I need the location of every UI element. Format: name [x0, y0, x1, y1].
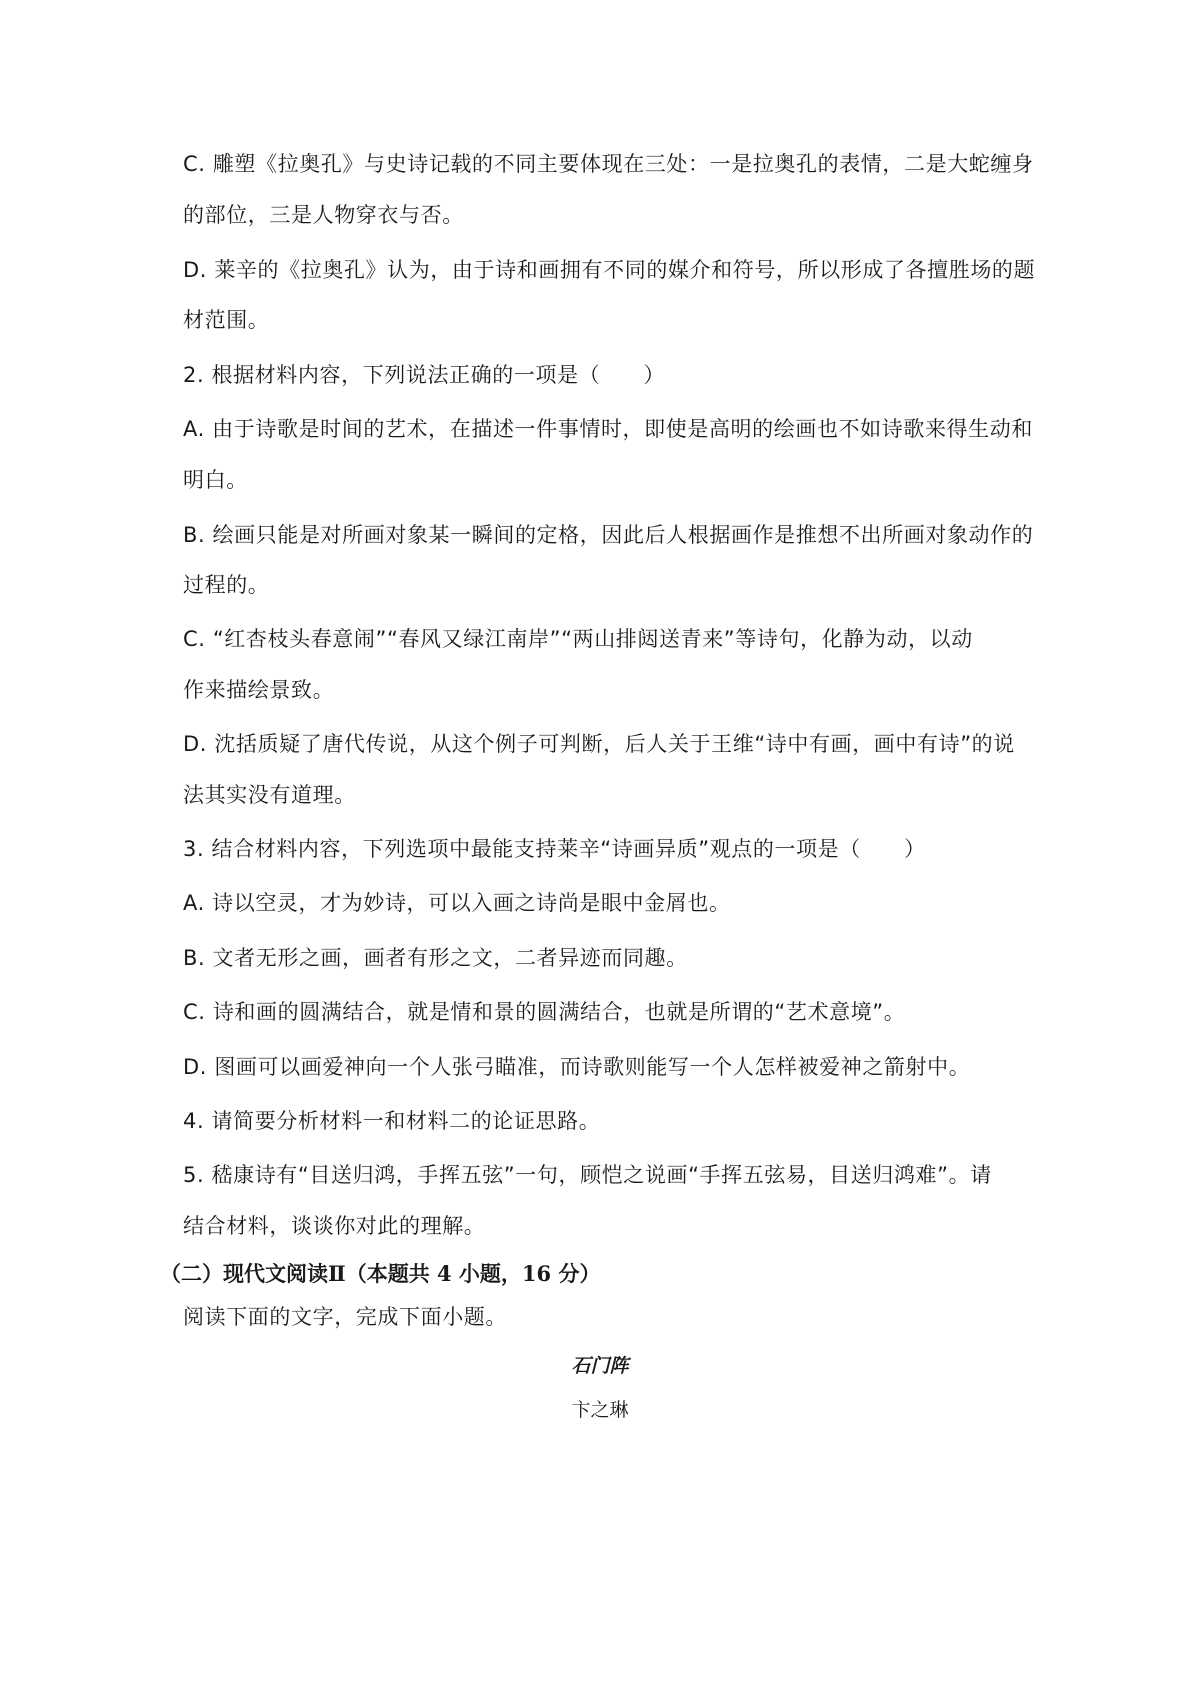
- q2-option-b-line2: 过程的。: [183, 573, 270, 597]
- q2-option-c-line1: C. “红杏枝头春意闹”“春风又绿江南岸”“两山排闼送青来”等诗句，化静为动，以动: [183, 627, 973, 651]
- q3-option-d: D. 图画可以画爱神向一个人张弓瞄准，而诗歌则能写一个人怎样被爱神之箭射中。: [183, 1055, 971, 1079]
- section-heading: （二）现代文阅读Ⅱ（本题共 4 小题，16 分）: [160, 1261, 601, 1286]
- q1-option-d-line1: D. 莱辛的《拉奥孔》认为，由于诗和画拥有不同的媒介和符号，所以形成了各擅胜场的题: [183, 258, 1036, 282]
- q3-option-b: B. 文者无形之画，画者有形之文，二者异迹而同趣。: [183, 946, 688, 970]
- q2-option-c-line2: 作来描绘景致。: [183, 678, 335, 702]
- q2-option-b-line1: B. 绘画只能是对所画对象某一瞬间的定格，因此后人根据画作是推想不出所画对象动作的: [183, 523, 1034, 547]
- q4-stem: 4. 请简要分析材料一和材料二的论证思路。: [183, 1109, 601, 1133]
- passage-title: 石门阵: [571, 1355, 629, 1377]
- q5-line1: 5. 嵇康诗有“目送归鸿，手挥五弦”一句，顾恺之说画“手挥五弦易，目送归鸿难”。请: [183, 1163, 992, 1187]
- q2-option-d-line1: D. 沈括质疑了唐代传说，从这个例子可判断，后人关于王维“诗中有画，画中有诗”的说: [183, 732, 1015, 756]
- q3-stem: 3. 结合材料内容，下列选项中最能支持莱辛“诗画异质”观点的一项是（ ）: [183, 837, 926, 861]
- q5-line2: 结合材料，谈谈你对此的理解。: [183, 1214, 486, 1238]
- q1-option-d-line2: 材范围。: [183, 308, 270, 332]
- q3-option-c: C. 诗和画的圆满结合，就是情和景的圆满结合，也就是所谓的“艺术意境”。: [183, 1000, 906, 1024]
- reading-instruction: 阅读下面的文字，完成下面小题。: [183, 1305, 507, 1329]
- passage-author: 卞之琳: [571, 1399, 629, 1421]
- q3-option-a: A. 诗以空灵，才为妙诗，可以入画之诗尚是眼中金屑也。: [183, 891, 731, 915]
- q2-option-a-line2: 明白。: [183, 468, 248, 492]
- q2-option-a-line1: A. 由于诗歌是时间的艺术，在描述一件事情时，即使是高明的绘画也不如诗歌来得生动和: [183, 417, 1033, 441]
- q2-option-d-line2: 法其实没有道理。: [183, 783, 356, 807]
- q1-option-c-line1: C. 雕塑《拉奥孔》与史诗记载的不同主要体现在三处：一是拉奥孔的表情，二是大蛇缠身: [183, 152, 1034, 176]
- q2-stem: 2. 根据材料内容，下列说法正确的一项是（ ）: [183, 363, 666, 387]
- q1-option-c-line2: 的部位，三是人物穿衣与否。: [183, 203, 464, 227]
